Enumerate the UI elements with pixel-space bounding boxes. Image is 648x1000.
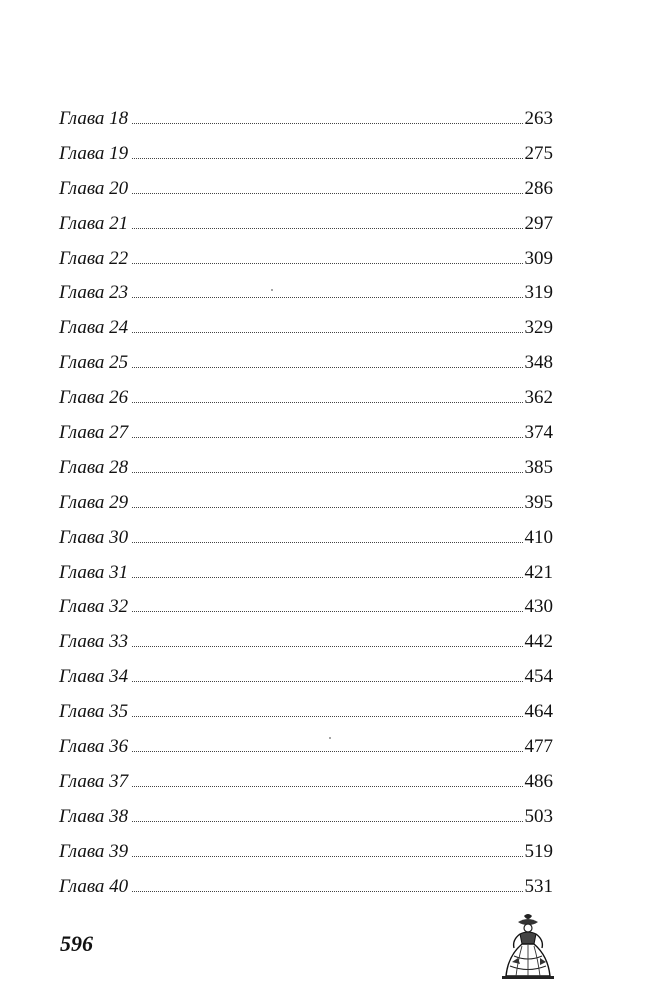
toc-entry [59, 211, 553, 246]
toc-entry-page: 477 [524, 736, 553, 758]
toc-entry-page: 464 [524, 701, 553, 723]
toc-entry-page: 275 [524, 142, 553, 164]
toc-entry-label: Глава 27 [59, 422, 129, 444]
page-number: 596 [60, 931, 93, 956]
toc-dot-leader [132, 297, 522, 298]
toc-entry [59, 385, 553, 420]
table-of-contents [59, 106, 553, 908]
toc-entry-page: 374 [524, 422, 553, 444]
lady-in-gown-vignette-icon [500, 912, 556, 980]
toc-entry-page: 503 [524, 805, 553, 827]
toc-entry [59, 560, 553, 595]
toc-dot-leader [132, 228, 522, 229]
toc-entry-label: Глава 33 [59, 631, 129, 653]
toc-entry [59, 594, 553, 629]
toc-entry-label: Глава 34 [59, 666, 129, 688]
toc-entry [59, 246, 553, 281]
toc-entry [59, 176, 553, 211]
toc-entry-page: 329 [524, 317, 553, 339]
toc-entry-label: Глава 39 [59, 840, 129, 862]
toc-dot-leader [132, 891, 522, 892]
toc-dot-leader [132, 611, 522, 612]
toc-entry [59, 769, 553, 804]
toc-dot-leader [132, 472, 522, 473]
paper-speck [271, 289, 273, 291]
toc-entry [59, 664, 553, 699]
toc-entry-label: Глава 29 [59, 491, 129, 513]
toc-dot-leader [132, 751, 522, 752]
toc-entry-page: 263 [524, 108, 553, 129]
toc-entry-page: 395 [524, 491, 553, 513]
toc-entry-label: Глава 38 [59, 805, 129, 827]
toc-entry [59, 804, 553, 839]
toc-entry-label: Глава 25 [59, 352, 129, 374]
toc-entry-label: Глава 19 [59, 142, 129, 164]
toc-dot-leader [132, 716, 522, 717]
toc-dot-leader [132, 646, 522, 647]
toc-entry-label: Глава 23 [59, 282, 129, 304]
toc-entry-label: Глава 22 [59, 247, 129, 269]
toc-entry-page: 286 [524, 177, 553, 199]
toc-entry-page: 454 [524, 666, 553, 688]
toc-entry-page: 385 [524, 456, 553, 478]
toc-entry-page: 486 [524, 770, 553, 792]
toc-entry [59, 874, 553, 909]
toc-entry-page: 421 [524, 561, 553, 583]
toc-entry [59, 420, 553, 455]
toc-dot-leader [132, 263, 522, 264]
toc-entry [59, 734, 553, 769]
toc-entry [59, 141, 553, 176]
toc-entry-label: Глава 24 [59, 317, 129, 339]
toc-entry [59, 699, 553, 734]
toc-entry-page: 531 [524, 875, 553, 897]
toc-dot-leader [132, 507, 522, 508]
toc-entry [59, 280, 553, 315]
toc-entry-label: Глава 36 [59, 736, 129, 758]
toc-entry [59, 350, 553, 385]
toc-dot-leader [132, 193, 522, 194]
toc-entry-label: Глава 40 [59, 875, 129, 897]
toc-entry-page: 309 [524, 247, 553, 269]
toc-entry-label: Глава 31 [59, 561, 129, 583]
toc-entry-label: Глава 26 [59, 387, 129, 409]
toc-entry [59, 629, 553, 664]
toc-entry-label: Глава 30 [59, 526, 129, 548]
toc-entry-page: 410 [524, 526, 553, 548]
toc-entry-label: Глава 28 [59, 456, 129, 478]
toc-entry-page: 362 [524, 387, 553, 409]
toc-dot-leader [132, 123, 522, 124]
toc-dot-leader [132, 367, 522, 368]
toc-entry [59, 455, 553, 490]
toc-dot-leader [132, 402, 522, 403]
toc-dot-leader [132, 786, 522, 787]
toc-entry-label: Глава 20 [59, 177, 129, 199]
toc-entry [59, 315, 553, 350]
toc-entry-page: 430 [524, 596, 553, 618]
toc-entry [59, 490, 553, 525]
paper-speck [329, 737, 331, 739]
toc-dot-leader [132, 681, 522, 682]
toc-entry [59, 839, 553, 874]
toc-entry-label: Глава 37 [59, 770, 129, 792]
toc-dot-leader [132, 821, 522, 822]
toc-entry-page: 519 [524, 840, 553, 862]
toc-entry-page: 348 [524, 352, 553, 374]
toc-entry-label: Глава 21 [59, 212, 129, 234]
toc-dot-leader [132, 332, 522, 333]
toc-dot-leader [132, 158, 522, 159]
toc-dot-leader [132, 856, 522, 857]
toc-entry-page: 297 [524, 212, 553, 234]
toc-entry [59, 525, 553, 560]
toc-dot-leader [132, 542, 522, 543]
toc-entry-page: 319 [524, 282, 553, 304]
toc-entry [59, 106, 553, 141]
toc-entry-label: Глава 32 [59, 596, 129, 618]
toc-entry-label: Глава 35 [59, 701, 129, 723]
toc-entry-label: Глава 18 [59, 108, 129, 129]
toc-dot-leader [132, 577, 522, 578]
toc-dot-leader [132, 437, 522, 438]
toc-entry-page: 442 [524, 631, 553, 653]
